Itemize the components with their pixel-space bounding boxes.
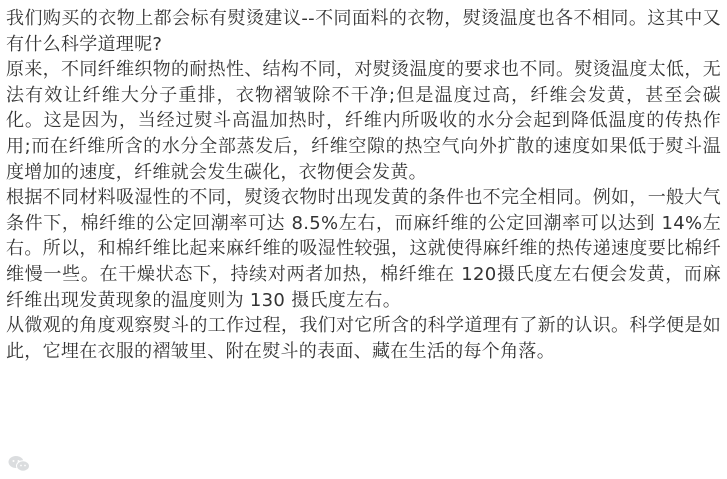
wechat-logo-icon — [8, 455, 30, 473]
paragraph-material-comparison: 根据不同材料吸湿性的不同，熨烫衣物时出现发黄的条件也不完全相同。例如，一般大气条件下，棉纤维的公定回潮率可达 8.5%左右，而麻纤维的公定回潮率可以达到 14%左右。所以，和棉纤维比起来麻纤维的吸湿性较强，这就使得麻纤维的热传递速度要比棉纤维慢一些。在干燥状态下，持续对两者加热，棉纤维在 120摄氏度左右便会发黄，而麻纤维出现发黄现象的温度则为 130 摄氏度左右。 — [6, 187, 721, 311]
paragraph-intro: 我们购买的衣物上都会标有熨烫建议--不同面料的衣物，熨烫温度也各不相同。这其中又有什么科学道理呢? — [6, 8, 721, 55]
paragraph-explanation: 原来，不同纤维织物的耐热性、结构不同，对熨烫温度的要求也不同。熨烫温度太低，无法有效让纤维大分子重排，衣物褶皱除不干净;但是温度过高，纤维会发黄，甚至会碳化。这是因为，当经过熨斗高温加热时，纤维内所吸收的水分会起到降低温度的传热作用;而在纤维所含的水分全部蒸发后，纤维空隙的热空气向外扩散的速度如果低于熨斗温度增加的速度，纤维就会发生碳化，衣物便会发黄。 — [6, 59, 721, 183]
watermark — [8, 452, 108, 476]
paragraph-conclusion: 从微观的角度观察熨斗的工作过程，我们对它所含的科学道理有了新的认识。科学便是如此，它埋在衣服的褶皱里、附在熨斗的表面、藏在生活的每个角落。 — [6, 315, 721, 362]
article-body — [6, 6, 721, 364]
